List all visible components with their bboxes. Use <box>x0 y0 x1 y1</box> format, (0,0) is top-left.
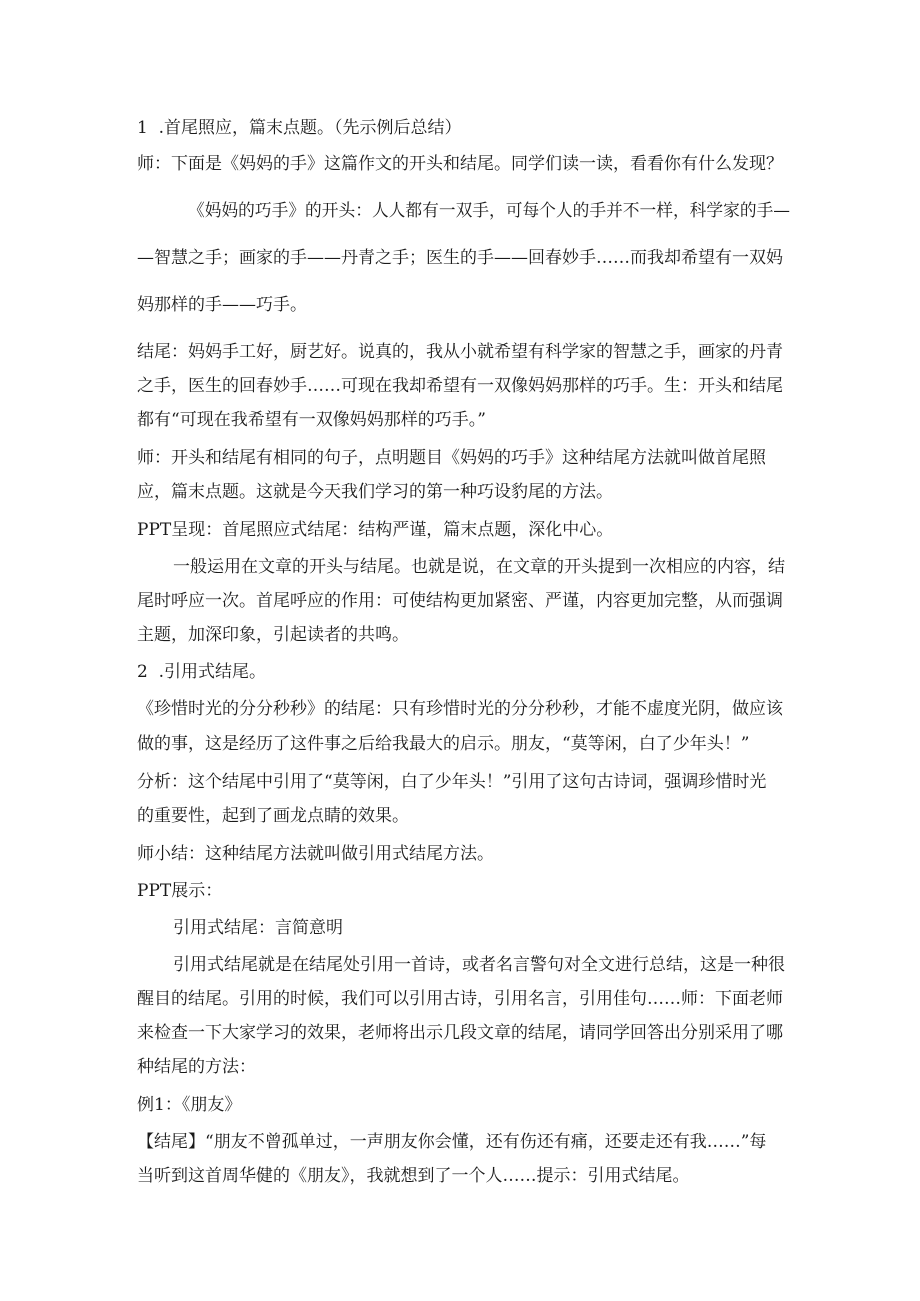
paragraph-line: 【结尾】“朋友不曾孤单过，一声朋友你会懂，还有伤还有痛，还要走还有我……”每 <box>137 1132 767 1152</box>
paragraph-line: 师小结：这种结尾方法就叫做引用式结尾方法。 <box>137 844 494 864</box>
paragraph-line: 《珍惜时光的分分秒秒》的结尾：只有珍惜时光的分分秒秒，才能不虚度光阴，做应该 <box>137 699 783 719</box>
paragraph-line: 引用式结尾就是在结尾处引用一首诗，或者名言警句对全文进行总结，这是一种很 <box>173 955 785 975</box>
paragraph-line: 应，篇末点题。这就是今天我们学习的第一种巧设豹尾的方法。 <box>137 482 613 502</box>
paragraph-line: 《妈妈的巧手》的开头：人人都有一双手，可每个人的手并不一样，科学家的手— <box>188 201 791 221</box>
paragraph-line: 来检查一下大家学习的效果，老师将出示几段文章的结尾，请同学回答出分别采用了哪 <box>137 1023 783 1043</box>
paragraph-line: 师：下面是《妈妈的手》这篇作文的开头和结尾。同学们读一读，看看你有什么发现？ <box>137 154 783 174</box>
paragraph-line: 的重要性，起到了画龙点睛的效果。 <box>137 806 409 826</box>
paragraph-line: 种结尾的方法： <box>137 1057 256 1077</box>
paragraph-line: PPT展示： <box>137 881 223 901</box>
paragraph-line: 引用式结尾：言简意明 <box>173 918 343 938</box>
paragraph-line: PPT呈现：首尾照应式结尾：结构严谨，篇末点题，深化中心。 <box>137 520 614 540</box>
paragraph-line: 尾时呼应一次。首尾呼应的作用：可使结构更加紧密、严谨，内容更加完整，从而强调 <box>137 591 783 611</box>
paragraph-line: 分析：这个结尾中引用了“莫等闲，白了少年头！”引用了这句古诗词，强调珍惜时光 <box>137 772 767 792</box>
heading-2: 2 .引用式结尾。 <box>137 662 267 682</box>
paragraph-line: 之手，医生的回春妙手……可现在我却希望有一双像妈妈那样的巧手。生：开头和结尾 <box>137 376 783 396</box>
paragraph-line: —智慧之手；画家的手——丹青之手；医生的手——回春妙手……而我却希望有一双妈 <box>137 248 783 268</box>
paragraph-line: 醒目的结尾。引用的时候，我们可以引用古诗，引用名言，引用佳句……师：下面老师 <box>137 989 783 1009</box>
paragraph-line: 主题，加深印象，引起读者的共鸣。 <box>137 625 409 645</box>
paragraph-line: 当听到这首周华健的《朋友》，我就想到了一个人……提示：引用式结尾。 <box>137 1166 690 1186</box>
paragraph-line: 师：开头和结尾有相同的句子，点明题目《妈妈的巧手》这种结尾方法就叫做首尾照 <box>137 448 766 468</box>
paragraph-line: 一般运用在文章的开头与结尾。也就是说，在文章的开头提到一次相应的内容，结 <box>173 557 785 577</box>
paragraph-line: 妈那样的手——巧手。 <box>137 295 307 315</box>
heading-1: 1 .首尾照应，篇末点题。（先示例后总结） <box>137 118 462 138</box>
paragraph-line: 例1：《朋友》 <box>137 1095 242 1115</box>
paragraph-line: 做的事，这是经历了这件事之后给我最大的启示。朋友，“莫等闲，白了少年头！” <box>137 734 750 754</box>
paragraph-line: 结尾：妈妈手工好，厨艺好。说真的，我从小就希望有科学家的智慧之手，画家的丹青 <box>137 342 783 362</box>
paragraph-line: 都有“可现在我希望有一双像妈妈那样的巧手。” <box>137 410 486 430</box>
